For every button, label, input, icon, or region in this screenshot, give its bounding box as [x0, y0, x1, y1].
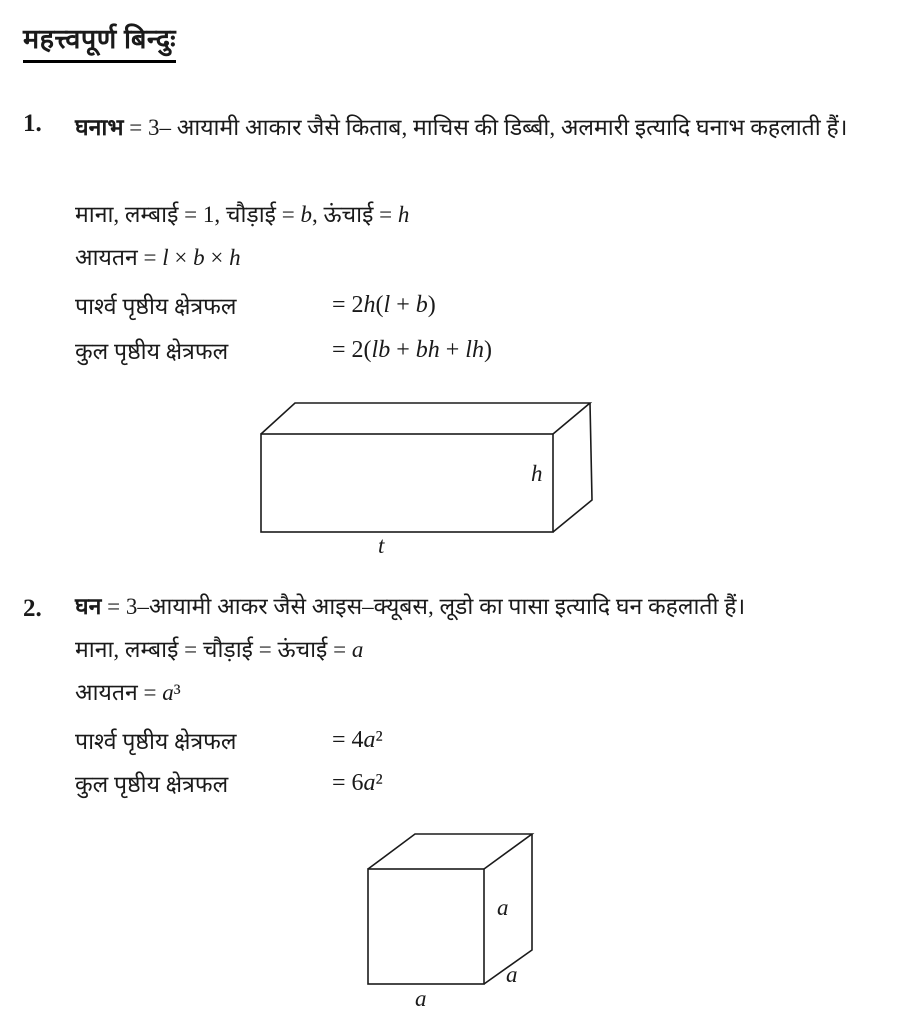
- item-1-definition: [75, 105, 893, 150]
- cube-top-face: [368, 834, 532, 869]
- cuboid-figure: [240, 390, 660, 565]
- cube-base-label: a: [415, 986, 427, 1011]
- cube-edge-label: a: [506, 962, 518, 987]
- item-1-assumption-line: माना, लम्बाई = 1, चौड़ाई = b, ऊंचाई = h: [75, 202, 410, 227]
- item-2-lateral-surface-formula: = 4a²: [332, 727, 383, 753]
- item-1-number: 1.: [23, 110, 42, 137]
- item-2-definition: [75, 592, 893, 622]
- item-2-total-surface-formula: = 6a²: [332, 770, 383, 796]
- cube-figure: [340, 818, 580, 1020]
- item-2-lateral-surface-label: पार्श्व पृष्ठीय क्षेत्रफल: [75, 729, 237, 754]
- item-1-total-surface-formula: = 2(lb + bh + lh): [332, 337, 492, 363]
- item-1-volume-line: आयतन = l × b × h: [75, 245, 241, 270]
- item-1-total-surface-label: कुल पृष्ठीय क्षेत्रफल: [75, 339, 229, 364]
- cuboid-height-label: h: [531, 461, 543, 486]
- item-1-lateral-surface-formula: = 2h(l + b): [332, 292, 436, 318]
- page-title: महत्त्वपूर्ण बिन्दुः: [23, 19, 176, 63]
- item-2-volume-line: आयतन = a³: [75, 680, 181, 705]
- term-cuboid: घनाभ: [75, 115, 124, 140]
- item-2-total-surface-label: कुल पृष्ठीय क्षेत्रफल: [75, 772, 229, 797]
- cube-side-label: a: [497, 895, 509, 920]
- item-2-assumption-line: माना, लम्बाई = चौड़ाई = ऊंचाई = a: [75, 637, 364, 662]
- cuboid-front-face: [261, 434, 553, 532]
- item-2-number: 2.: [23, 595, 42, 622]
- cube-front-face: [368, 869, 484, 984]
- cuboid-right-face: [553, 403, 592, 532]
- cuboid-length-label: t: [378, 533, 385, 558]
- cuboid-top-face: [261, 403, 590, 434]
- term-cube: घन: [75, 594, 102, 619]
- item-1-definition-text: = 3– आयामी आकार जैसे किताब, माचिस की डिब्बी, अलमारी इत्यादि घनाभ कहलाती हैं।: [123, 115, 848, 140]
- item-2-definition-text: = 3–आयामी आकर जैसे आइस–क्यूबस, लूडो का पासा इत्यादि घन कहलाती हैं।: [101, 594, 746, 619]
- item-1-lateral-surface-label: पार्श्व पृष्ठीय क्षेत्रफल: [75, 294, 237, 319]
